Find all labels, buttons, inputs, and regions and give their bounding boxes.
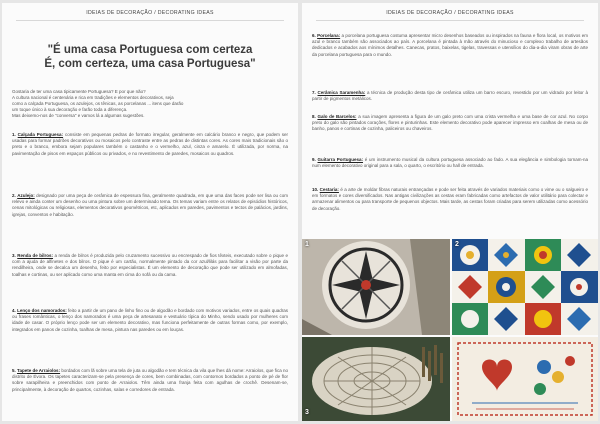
item-text: é um instrumento musical da cultura portuguesa associado ao fado. A sua elegância e simbologia tornam-na num elemento decorativo original para a sala, o quarto, o escritório ou hall de entrada. bbox=[312, 157, 588, 169]
item-text: a sua imagem apresenta a figura de um galo preto com uma crista vermelha e uma base de cor azul. No corpo preto do galo são pintados corações, flores e pinturinhas. Este elemento decorativo pode aparecer impresso em coalhas de mesa ou de banho, panos e cortinas de cozinha, paliceiros ou chaveiros. bbox=[312, 114, 588, 132]
intro-paragraph bbox=[12, 89, 288, 119]
item-heading: Renda de bilros: bbox=[17, 253, 54, 258]
item-heading: Lenço dos namorados: bbox=[17, 308, 67, 313]
item-number: 5. bbox=[12, 368, 16, 373]
item-guitarra bbox=[312, 157, 588, 169]
item-heading: Galo de Barcelos: bbox=[317, 114, 357, 119]
article-title bbox=[2, 43, 298, 71]
item-number: 4. bbox=[12, 308, 16, 313]
item-heading: Azulejo: bbox=[17, 193, 35, 198]
header-divider bbox=[316, 20, 584, 21]
item-heading: Porcelana: bbox=[317, 33, 341, 38]
intro-line: Mas deixemo-nos de "conversa" e vamos lá a algumas sugestões. bbox=[12, 113, 145, 119]
item-number: 8. bbox=[312, 114, 316, 119]
item-text: bordados com lã sobre uma tela de juta ou algodão e tem técnica da vila que lhes dá nome: Arraiolos, que fica no distrito de Évora. Os tapetes caracterizam-se pela presença de cores, bem combinadas, com contornos bordados a ponto de pé de flor sobre sarapilheira e preenchidos com ponto de Arraiolos. Têm ainda uma franja feita com agulhas de crochê. Desenam-se, principalmente, à decoração de quartos, cozinhas, salas e corredores de entrada. bbox=[12, 368, 288, 392]
title-line-1: "É uma casa Portuguesa com certeza bbox=[47, 44, 253, 56]
photo-number: 3 bbox=[305, 409, 309, 416]
photo-lenco bbox=[452, 337, 598, 421]
item-heading: Cerâmica Saramenha: bbox=[317, 90, 366, 95]
intro-line: A cultura nacional é centenária e rica em tradições e elementos decorativos, seja bbox=[12, 95, 174, 101]
intro-line: Gostaria de ter uma casa tipicamente Portuguesa? E por que não? bbox=[12, 89, 146, 94]
lenco-image bbox=[452, 337, 598, 421]
item-text: consiste em pequenas pedras de formato irregular, geralmente em calcário branco e negro, que podem ser usadas para formar padrões decorativos ou mosaicos pelo contraste entre as pedras de distintas cores. As cores mais tradicionais são o preto e o branco, embora sejam populares também o castanho e o vermelho, azul, cinza e amarelo. É utilizada, por norma, na pavimentação de pisos em espaços públicos ou privados, e no revestimento de paredes, mosaicos ou quadros. bbox=[12, 132, 289, 156]
item-azulejo bbox=[12, 193, 288, 218]
item-text: a porcelana portuguesa costuma apresentar micro desenhos baseados ou inspirados na fauna e flora local, os motivos em azul e branco também são associados ao país. A porcelana é pintada à mão através do minucioso e complexo trabalho de artesãos dedicados e acabados aos mínimos detalhes. Canecas, pratos, baixelas, tigelas, travessas e utensílios do dia-a-dia viram obras de arte da porcelana portuguesa para o mundo. bbox=[312, 33, 588, 57]
left-page bbox=[2, 3, 298, 421]
page-header: IDEIAS DE DECORAÇÃO / DECORATING IDEAS bbox=[86, 10, 214, 16]
item-renda-bilros bbox=[12, 253, 288, 278]
item-heading: Cestaria: bbox=[319, 187, 339, 192]
item-calcada bbox=[12, 132, 288, 157]
item-galo-barcelos bbox=[312, 114, 588, 133]
item-text: a técnica de produção desta tipo de cerâmica utiliza um barro escuro, revestido por um vidrado por leitor à partir de pigmentos metálicos. bbox=[312, 90, 588, 102]
right-page bbox=[302, 3, 598, 421]
item-text: designado por uma peça de cerâmica de espessura fina, geralmente quadrada, em que uma das faces pode ser lisa ou com relevo e ainda conter um desenho ou uma pintura sobre um determinado tema. Os temas variam entre os relatos de episódios históricos, cenas mitológicas ou religiosas, elementos decorativos geométricos, etc, aplicados em paredes, pavimentos e tectos de palácios, jardins, igrejas, conventos e habitação. bbox=[12, 193, 288, 217]
calcada-image bbox=[302, 239, 450, 335]
header-divider bbox=[16, 20, 284, 21]
azulejos-image bbox=[452, 239, 598, 335]
item-number: 6. bbox=[312, 33, 316, 38]
photo-renda bbox=[302, 337, 450, 421]
photo-number: 1 bbox=[305, 241, 309, 248]
item-number: 9. bbox=[312, 157, 316, 162]
item-text: feito a partir de um pano de linho fino ou de algodão e bordado com motivos variados, entre os quais quadras ou frases românticas, o lenço dos namorados é uma peça de artesanato e vestuário típica do Minho, sendo usado por mulheres com idade de casar. O próprio lenço pode ser um elemento decorativo, mas funciona perfeitamente de outras formas como, por exemplo, integrados em panos de cozinha, toalhas de mesa, pintura nas paredes ou em louças. bbox=[12, 308, 288, 332]
photo-number: 2 bbox=[455, 241, 459, 248]
item-number: 10. bbox=[312, 187, 319, 192]
intro-line: como a calçada Portuguesa, os azulejos, os tênicas, as porcelanas ... itens que darão bbox=[12, 101, 184, 107]
page-header: IDEIAS DE DECORAÇÃO / DECORATING IDEAS bbox=[386, 10, 514, 16]
item-heading: Guitarra Portuguesa: bbox=[317, 157, 363, 162]
item-lenco-namorados bbox=[12, 308, 288, 333]
item-heading: Calçada Portuguesa: bbox=[17, 132, 64, 137]
item-number: 3. bbox=[12, 253, 16, 258]
item-tapete-arraiolos bbox=[12, 368, 288, 393]
item-heading: Tapete de Arraiolos: bbox=[17, 368, 61, 373]
item-text: é a arte de moldar fibras naturais entrançadas e pode ser feita através de variados materiais como o vime ou o salgueiro e em formatos e cores diversificados. Nas antigas civilizações as cestas eram fabricadas como artefactos de valor utilitário para colectar e armazenar alimentos ou para transporte de pequenos objectos. Mais tarde, as cestas foram criadas para serem utilizadas como acessório de decoração. bbox=[312, 187, 588, 211]
title-line-2: É, com certeza, uma casa Portuguesa" bbox=[44, 58, 256, 70]
item-number: 7. bbox=[312, 90, 316, 95]
intro-line: um toque único à sua decoração e farão toda a diferença. bbox=[12, 107, 128, 113]
item-ceramica-saramenha bbox=[312, 90, 588, 102]
renda-image bbox=[302, 337, 450, 421]
item-cestaria bbox=[312, 187, 588, 212]
item-porcelana bbox=[312, 33, 588, 58]
photo-azulejos bbox=[452, 239, 598, 335]
photo-calcada bbox=[302, 239, 450, 335]
item-number: 2. bbox=[12, 193, 16, 198]
item-number: 1. bbox=[12, 132, 16, 137]
item-text: a renda de bilros é produzida pelo cruzamento sucessivo ou encrespado de fios têxteis, executado sobre o pique e com a ajuda de alfinetes e dos bilros. O pique é um cartão, normalmente pintado da cor azul/lilás para facilitar a visão por parte da rendilheira, onde se decalca um desenho, feito por especialistas. É um elemento de decoração que pode ser utilizado em almofadas, toalhas e cortinas, ou ser aplicado como uma manta em cima do sofá ou da cama. bbox=[12, 253, 288, 277]
